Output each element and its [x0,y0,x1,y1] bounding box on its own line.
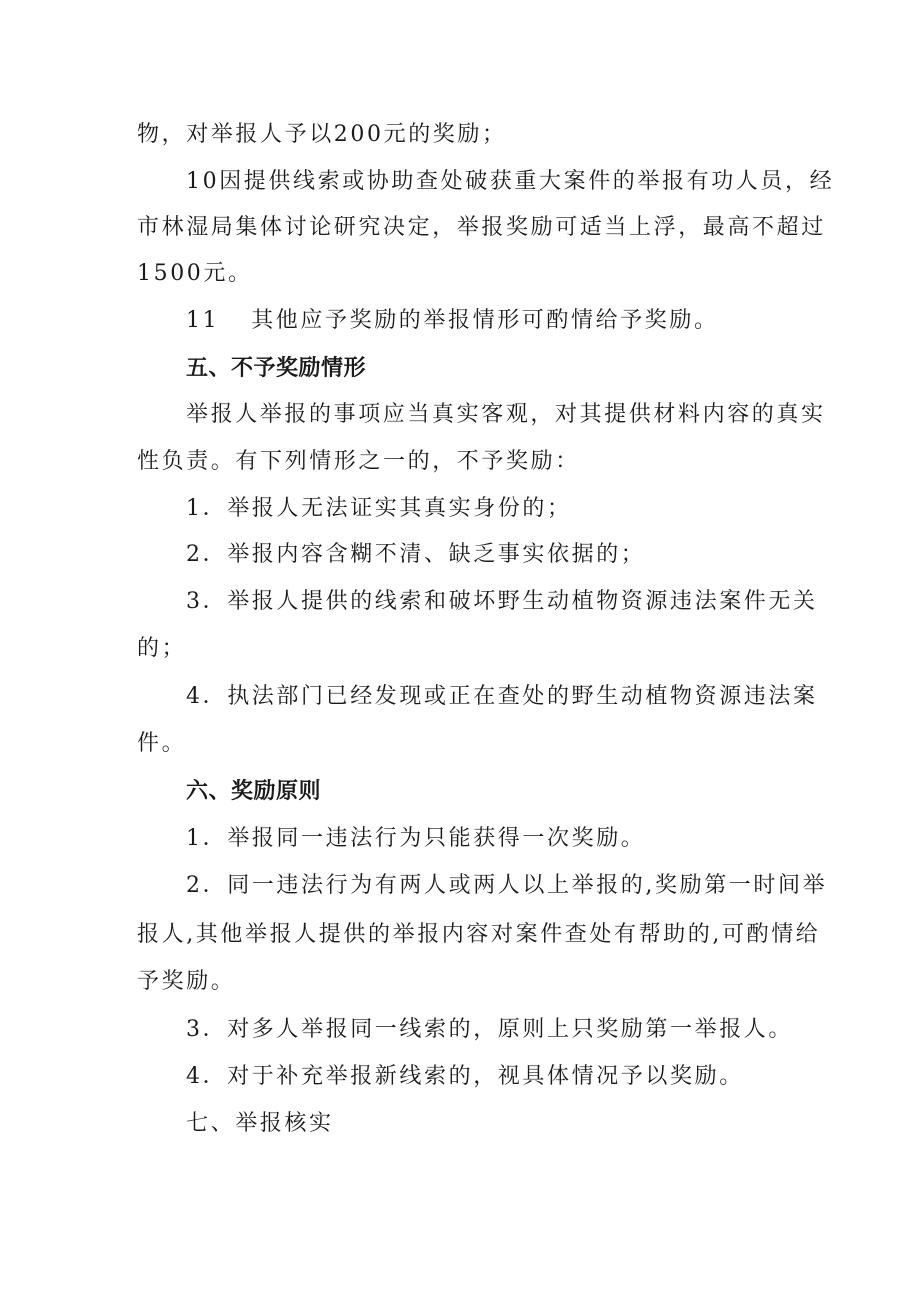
list-item-number: 11 [186,308,220,333]
paragraph-line: 10因提供线索或协助查处破获重大案件的举报有功人员，经 [186,169,835,194]
list-item: 3．对多人举报同一线索的，原则上只奖励第一举报人。 [186,1017,793,1042]
list-item: 4．执法部门已经发现或正在查处的野生动植物资源违法案 [186,684,818,709]
list-item: 4．对于补充举报新线索的，视具体情况予以奖励。 [186,1064,744,1089]
paragraph-line: 的； [137,636,187,661]
section-heading-5: 五、不予奖励情形 [186,356,367,381]
section-heading-6: 六、奖励原则 [186,779,322,804]
list-item: 2．同一违法行为有两人或两人以上举报的,奖励第一时间举 [186,873,828,898]
section-heading-7: 七、举报核实 [186,1111,334,1136]
paragraph-line: 报人,其他举报人提供的举报内容对案件查处有帮助的,可酌情给 [137,922,821,947]
list-item [186,306,719,336]
paragraph-line: 1500元。 [137,261,253,286]
paragraph-line: 性负责。有下列情形之一的，不予奖励： [137,449,580,474]
paragraph-line: 市林湿局集体讨论研究决定，举报奖励可适当上浮，最高不超过 [137,215,826,240]
paragraph-line: 物，对举报人予以200元的奖励； [137,122,507,147]
paragraph-line: 予奖励。 [137,969,236,994]
list-item: 1．举报同一违法行为只能获得一次奖励。 [186,826,646,851]
list-item-text: 其他应予奖励的举报情形可酌情给予奖励。 [251,308,719,333]
list-item: 1．举报人无法证实其真实身份的； [186,496,572,521]
paragraph-line: 件。 [137,731,187,756]
paragraph-line: 举报人举报的事项应当真实客观，对其提供材料内容的真实 [186,402,826,427]
list-item: 3．举报人提供的线索和破坏野生动植物资源违法案件无关 [186,589,818,614]
list-item: 2．举报内容含糊不清、缺乏事实依据的； [186,542,646,567]
